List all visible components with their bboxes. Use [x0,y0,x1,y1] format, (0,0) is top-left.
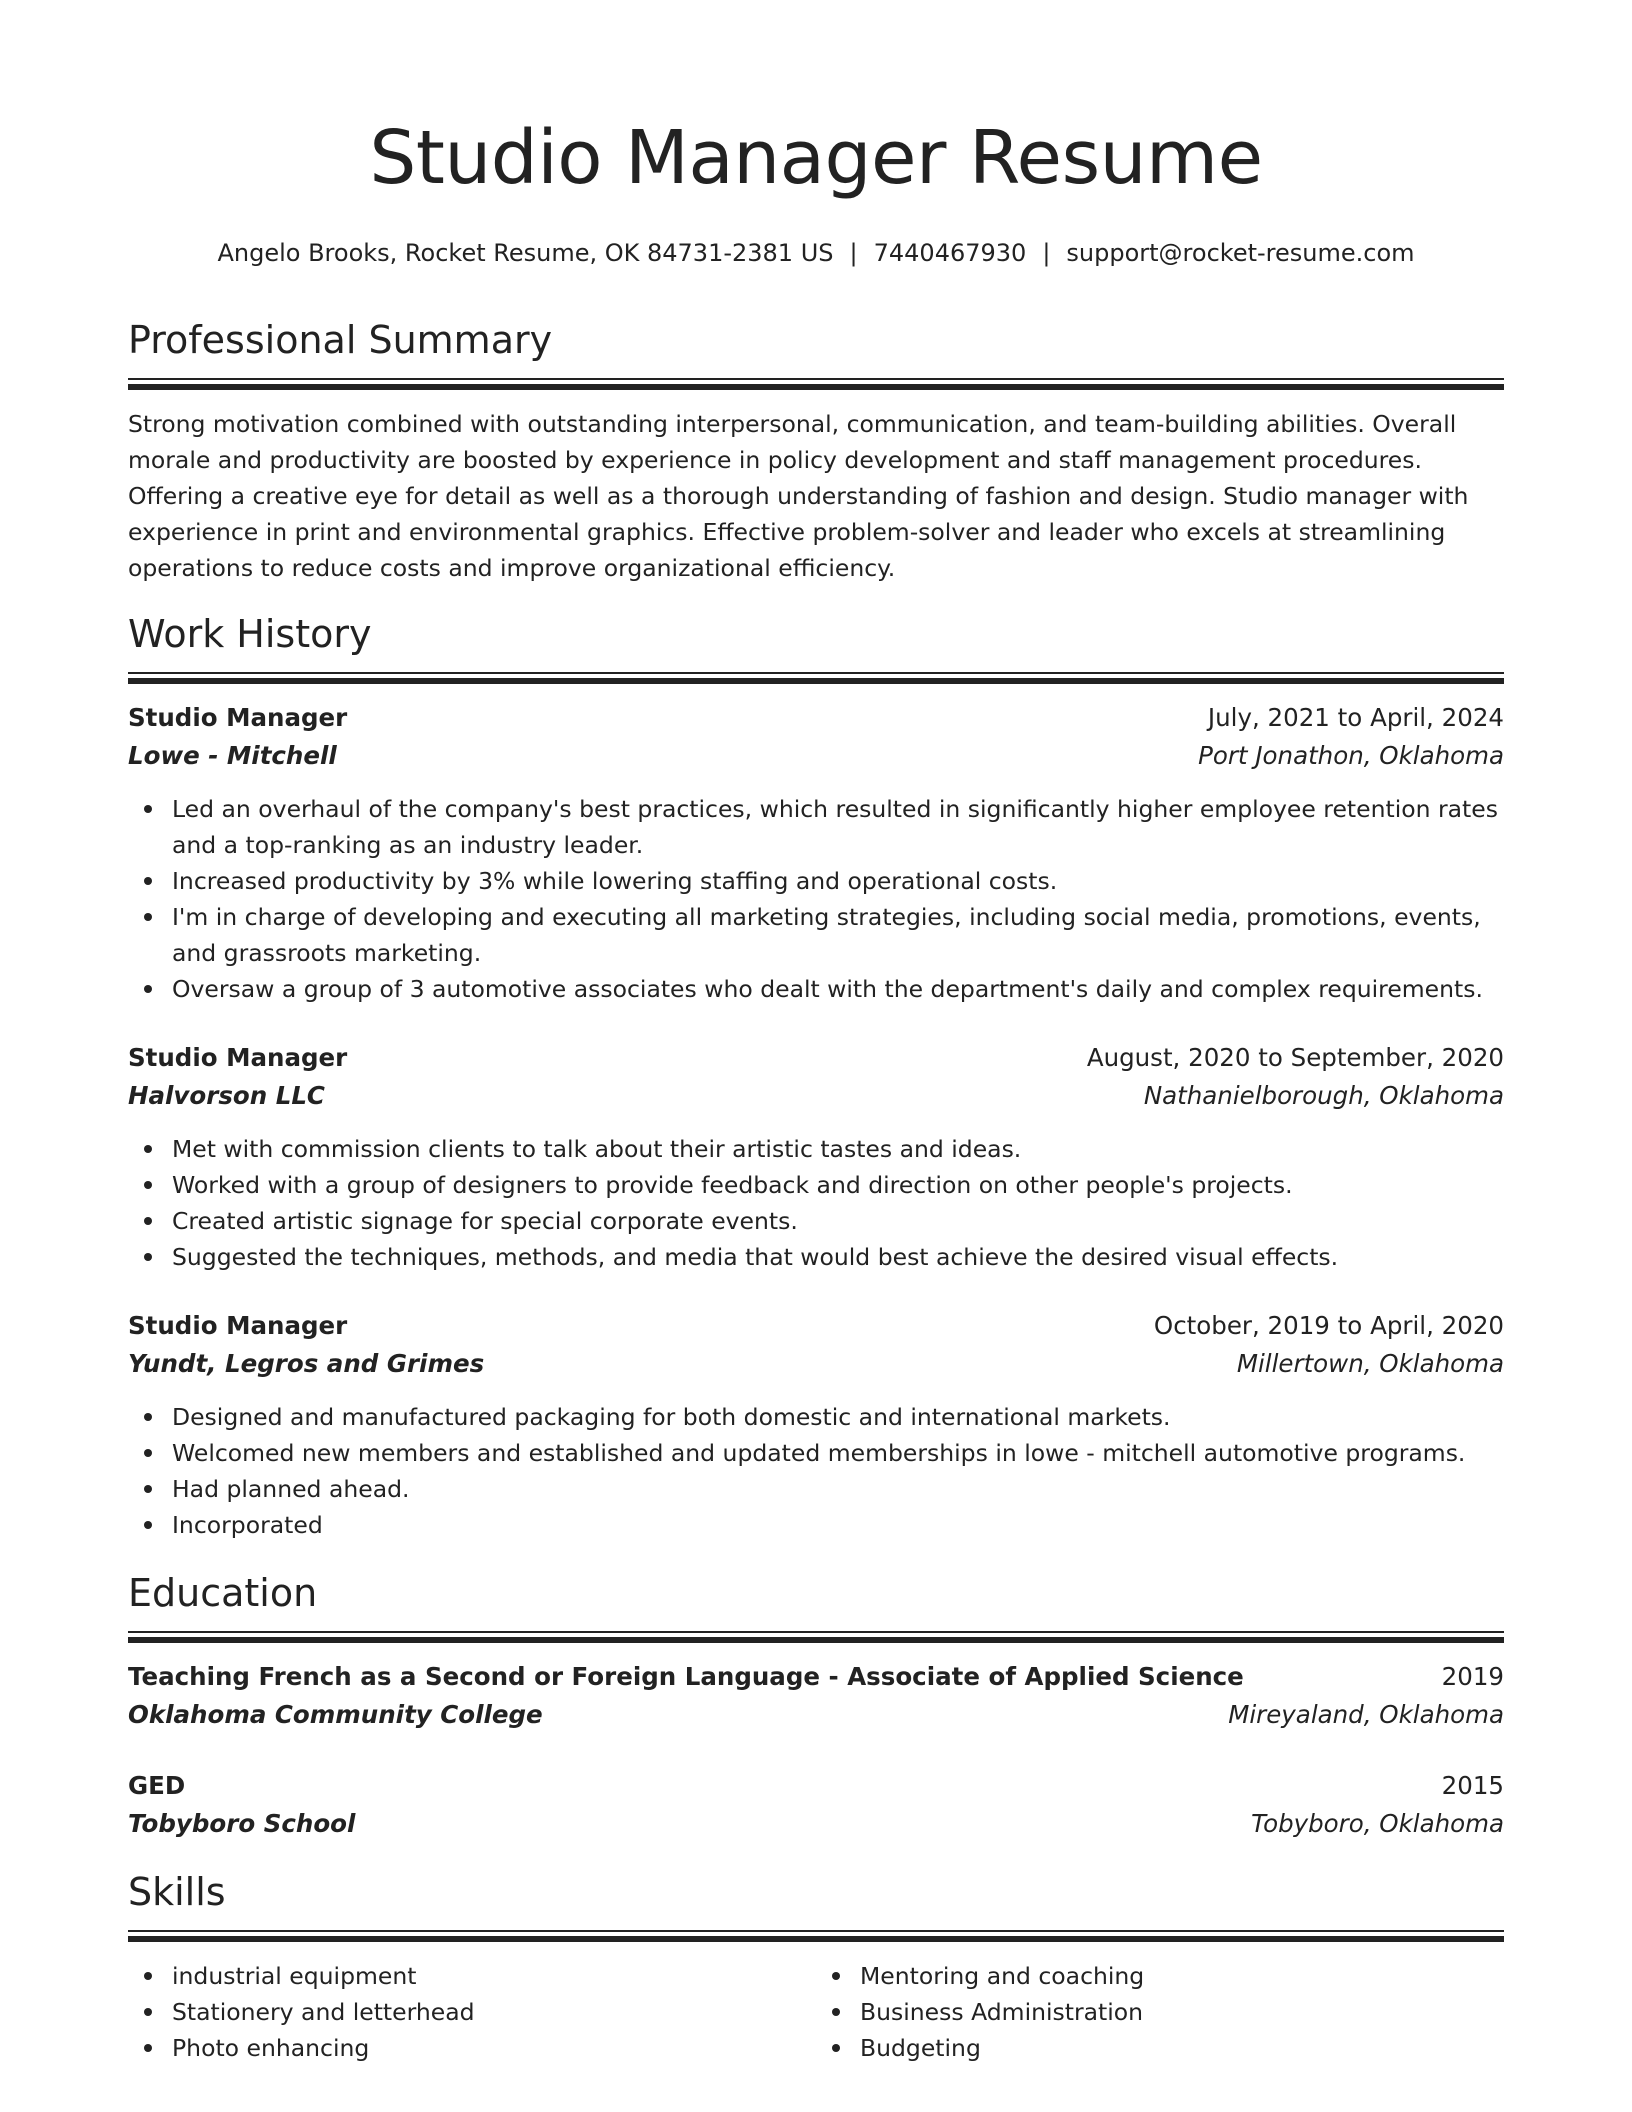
section-heading-work: Work History [128,612,372,656]
job-company: Lowe - Mitchell [128,741,337,770]
degree-title: GED [128,1771,186,1800]
contact-separator: | [1042,239,1051,267]
divider [128,672,1504,674]
job-dates: August, 2020 to September, 2020 [1086,1043,1504,1072]
job-company: Halvorson LLC [128,1081,325,1110]
contact-address: Angelo Brooks, Rocket Resume, OK 84731-2381 US [217,239,834,267]
list-item: Worked with a group of designers to provide feedback and direction on other people's projects. [172,1167,1504,1203]
list-item: Created artistic signage for special corporate events. [172,1203,1504,1239]
list-item: Welcomed new members and established and updated memberships in lowe - mitchell automotive programs. [172,1435,1504,1471]
skills-column-left [128,1958,816,2066]
summary-section-header [128,318,1504,390]
job-bullets [128,791,1504,1007]
divider [128,378,1504,380]
skill-item: Stationery and letterhead [172,1994,816,2030]
skill-item: Business Administration [860,1994,1504,2030]
divider [128,678,1504,684]
summary-text: Strong motivation combined with outstanding interpersonal, communication, and team-building abilities. Overall morale and productivity are boosted by experience in policy development and staff management procedures. Offering a creative eye for detail as well as a thorough understanding of fashion and design. Studio manager with experience in print and environmental graphics. Effective problem-solver and leader who excels at streamlining operations to reduce costs and improve organizational efficiency. [128,410,1469,582]
school-name: Tobyboro School [128,1809,356,1838]
divider [128,1637,1504,1643]
job-title: Studio Manager [128,703,348,732]
education-year: 2015 [1441,1771,1504,1800]
job-title: Studio Manager [128,1043,348,1072]
list-item: I'm in charge of developing and executing all marketing strategies, including social media, promotions, events, and grassroots marketing. [172,899,1504,971]
contact-email: support@rocket-resume.com [1066,239,1415,267]
divider [128,1930,1504,1932]
skills-section-header [128,1870,1504,1942]
job-dates: July, 2021 to April, 2024 [1207,703,1504,732]
school-location: Mireyaland, Oklahoma [1228,1700,1504,1729]
job-location: Millertown, Oklahoma [1236,1349,1504,1378]
job-dates: October, 2019 to April, 2020 [1153,1311,1504,1340]
skill-item: Photo enhancing [172,2030,816,2066]
skill-item: Mentoring and coaching [860,1958,1504,1994]
list-item: Oversaw a group of 3 automotive associates who dealt with the department's daily and complex requirements. [172,971,1504,1007]
job-bullets [128,1131,1504,1275]
job-company: Yundt, Legros and Grimes [128,1349,485,1378]
job-entry [128,1307,1504,1543]
list-item: Increased productivity by 3% while lowering staffing and operational costs. [172,863,1504,899]
divider [128,1936,1504,1942]
list-item: Incorporated [172,1507,1504,1543]
job-location: Port Jonathon, Oklahoma [1198,741,1504,770]
job-entry [128,699,1504,1007]
job-bullets [128,1399,1504,1543]
degree-title: Teaching French as a Second or Foreign Language - Associate of Applied Science [128,1662,1244,1691]
list-item: Had planned ahead. [172,1471,1504,1507]
section-heading-skills: Skills [128,1870,226,1914]
divider [128,384,1504,390]
education-entry [128,1767,1504,1843]
school-name: Oklahoma Community College [128,1700,543,1729]
education-section-header [128,1571,1504,1643]
page-title: Studio Manager Resume [369,115,1263,201]
contact-phone: 7440467930 [873,239,1027,267]
contact-separator: | [849,239,858,267]
divider [128,1631,1504,1633]
skills-list [128,1958,1504,2066]
job-title: Studio Manager [128,1311,348,1340]
list-item: Suggested the techniques, methods, and media that would best achieve the desired visual effects. [172,1239,1504,1275]
education-entry [128,1658,1504,1734]
job-entry [128,1039,1504,1275]
skills-column-right [816,1958,1504,2066]
education-year: 2019 [1441,1662,1504,1691]
skill-item: industrial equipment [172,1958,816,1994]
school-location: Tobyboro, Oklahoma [1251,1809,1504,1838]
section-heading-education: Education [128,1571,318,1615]
list-item: Led an overhaul of the company's best practices, which resulted in significantly higher employee retention rates and a top-ranking as an industry leader. [172,791,1504,863]
skill-item: Budgeting [860,2030,1504,2066]
list-item: Designed and manufactured packaging for both domestic and international markets. [172,1399,1504,1435]
section-heading-summary: Professional Summary [128,318,553,362]
contact-line [128,238,1504,269]
work-section-header [128,612,1504,684]
job-location: Nathanielborough, Oklahoma [1143,1081,1504,1110]
list-item: Met with commission clients to talk about their artistic tastes and ideas. [172,1131,1504,1167]
